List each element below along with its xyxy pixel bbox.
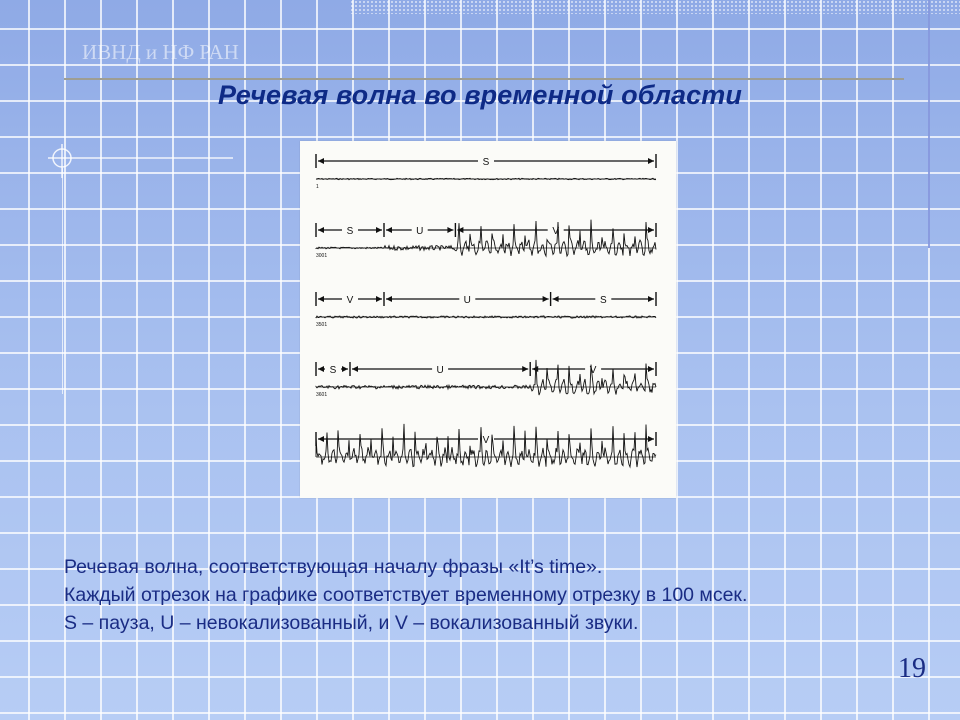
segment-arrow [648, 227, 654, 233]
segment-label: S [482, 157, 490, 168]
waveform-trace [316, 220, 656, 256]
segment-label: V [346, 295, 354, 306]
caption-line-2: Каждый отрезок на графике соответствует временному отрезку в 100 мсек. [64, 584, 748, 606]
segment-label: V [589, 365, 597, 376]
slide-title: Речевая волна во временной области [218, 80, 742, 110]
sample-marker-label: 3601 [316, 392, 328, 398]
segment-label: U [463, 295, 471, 306]
segment-arrow [522, 366, 528, 372]
waveform-trace [316, 178, 656, 179]
segment-arrow [342, 366, 348, 372]
caption-line-1: Речевая волна, соответствующая началу фразы «It’s time». [64, 556, 603, 578]
crosshair-decoration-icon [48, 144, 238, 178]
sample-marker-label: 3501 [316, 322, 328, 328]
segment-label: S [329, 365, 337, 376]
segment-arrow [648, 158, 654, 164]
segment-arrow [447, 227, 453, 233]
segment-label: V [482, 435, 490, 446]
segment-arrow [318, 227, 324, 233]
top-pattern-strip [350, 0, 960, 14]
organization-header: ИВНД и НФ РАН [82, 40, 239, 64]
sample-marker-label: 3001 [316, 253, 328, 259]
page-number: 19 [898, 653, 926, 684]
segment-arrow [318, 296, 324, 302]
right-decor-bar [928, 0, 930, 248]
segment-arrow [318, 158, 324, 164]
left-decor-line [62, 168, 63, 394]
segment-arrow [543, 296, 549, 302]
segment-arrow [386, 296, 392, 302]
segment-arrow [352, 366, 358, 372]
speech-waveform-figure [300, 141, 676, 498]
segment-arrow [648, 296, 654, 302]
sample-marker-label: 1 [316, 184, 319, 190]
segment-arrow [376, 227, 382, 233]
segment-arrow [648, 436, 654, 442]
segment-label: V [552, 226, 560, 237]
waveform-trace [316, 360, 656, 395]
segment-arrow [386, 227, 392, 233]
caption-line-3: S – пауза, U – невокализованный, и V – вокализованный звуки. [64, 612, 639, 634]
segment-label: S [346, 226, 354, 237]
segment-label: U [436, 365, 444, 376]
segment-arrow [376, 296, 382, 302]
segment-label: S [599, 295, 607, 306]
segment-arrow [318, 436, 324, 442]
waveform-plot [300, 141, 676, 498]
segment-arrow [318, 366, 324, 372]
segment-arrow [553, 296, 559, 302]
segment-label: U [416, 226, 424, 237]
caption [64, 553, 934, 637]
segment-arrow [648, 366, 654, 372]
